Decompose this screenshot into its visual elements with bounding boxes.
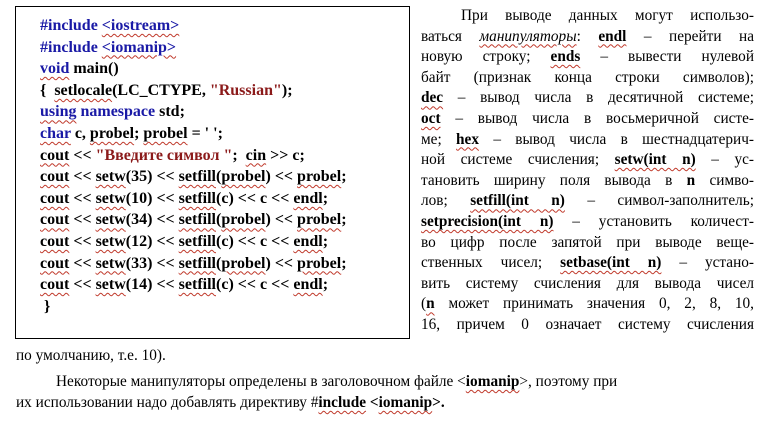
code-text: (: [216, 211, 222, 229]
code-line-13: [40, 274, 347, 296]
code-identifier: cin: [245, 146, 267, 164]
code-line-9: [40, 188, 347, 210]
text-line: [421, 294, 754, 315]
code-text: ;: [134, 124, 144, 142]
code-line-12: [40, 253, 347, 275]
code-text: (33) <<: [125, 254, 179, 272]
text-fragment: по умолчанию, т.е. 10).: [16, 347, 166, 364]
text-line: [421, 212, 754, 233]
text-fragment: ственных чисел;: [421, 254, 561, 272]
code-text: c <<: [260, 189, 294, 207]
text-line: [421, 130, 754, 151]
text-line: [421, 171, 754, 192]
code-text: c,: [70, 124, 90, 142]
code-text: <<: [69, 254, 96, 272]
code-identifier: probel: [89, 124, 135, 142]
term-include: include: [318, 394, 367, 411]
code-identifier: cout: [40, 276, 70, 294]
code-text: (: [216, 232, 222, 250]
text-fragment: новую строку;: [421, 48, 551, 66]
code-function: setw: [95, 211, 126, 229]
code-text: (34) <<: [125, 211, 179, 229]
text-fragment: 16, причем 0 означает систему счисления: [421, 315, 754, 333]
term-iomanip: iomanip: [465, 373, 520, 390]
code-identifier: probel: [297, 254, 342, 272]
code-line-2: [40, 37, 347, 59]
code-function: setfill: [178, 276, 216, 294]
code-identifier: probel: [221, 211, 266, 229]
code-text: ) <<: [265, 168, 298, 186]
text-fragment: – установить количест-: [553, 212, 755, 230]
code-include-lib: <iostream>: [101, 17, 180, 34]
paragraph-iomanip: [16, 372, 756, 393]
text-fragment: – символ-заполнитель;: [564, 192, 754, 210]
code-text: c <<: [260, 232, 294, 250]
term-n: n: [426, 295, 435, 313]
term-manipulators: манипуляторы: [479, 27, 577, 45]
text-line: [421, 233, 754, 254]
code-text: ;: [232, 146, 246, 164]
text-fragment: Некоторые манипуляторы определены в заголовочном файле <: [56, 373, 466, 390]
text-fragment: >, поэтому при: [519, 373, 618, 390]
code-text: c: [221, 276, 229, 294]
code-text: (: [216, 254, 222, 272]
text-fragment: лов;: [421, 192, 471, 210]
code-text: (: [216, 189, 222, 207]
code-text: ) <<: [265, 211, 298, 229]
text-fragment: вить систему счисления для вывода чисел: [421, 274, 754, 292]
code-listing: [40, 15, 347, 317]
code-identifier: endl: [293, 189, 323, 207]
code-closing-brace: }: [40, 297, 51, 315]
text-fragment: ной системе счисления;: [421, 151, 615, 169]
code-line-7: [40, 145, 347, 167]
text-fragment: При выводе данных могут использо-: [461, 7, 754, 24]
code-text: (12) <<: [125, 232, 179, 250]
text-fragment: ваться: [421, 27, 480, 45]
code-text: std;: [155, 103, 185, 121]
text-line: [421, 191, 754, 212]
code-text: c <<: [260, 276, 294, 294]
code-text: ;: [322, 189, 329, 207]
code-line-1: [40, 15, 347, 37]
code-text: ) <<: [228, 189, 260, 207]
text-line: [421, 27, 754, 48]
code-text: <<: [69, 189, 96, 207]
code-text: ;: [341, 211, 347, 229]
code-function: setw: [95, 232, 126, 250]
text-fragment: >.: [432, 394, 445, 411]
paragraph-continuation: [16, 346, 756, 367]
code-identifier: probel: [297, 168, 342, 186]
code-string: "Russian": [209, 81, 282, 99]
term-setbase: setbase(int n): [560, 254, 662, 272]
code-text: {: [40, 81, 55, 99]
text-fragment: байт (признак конца строки символов);: [421, 68, 754, 86]
text-line: [421, 274, 754, 295]
code-text: >> c;: [266, 146, 305, 164]
code-identifier: cout: [40, 189, 70, 207]
term-dec: dec: [421, 89, 444, 107]
code-line-6: [40, 123, 347, 145]
code-function: setfill: [178, 232, 216, 250]
code-identifier: endl: [293, 276, 323, 294]
code-text: <<: [69, 276, 96, 294]
text-fragment: во цифр после запятой при выводе веще-: [421, 233, 754, 251]
text-fragment: может принимать значения 0, 2, 8, 10,: [434, 295, 754, 313]
text-fragment: – устано-: [661, 254, 755, 272]
code-identifier: cout: [40, 168, 70, 186]
term-oct: oct: [421, 109, 441, 127]
code-line-4: [40, 80, 347, 102]
code-keyword: #include: [40, 17, 98, 34]
code-function: setw: [95, 168, 126, 186]
code-identifier: probel: [297, 211, 342, 229]
code-identifier: probel: [221, 168, 266, 186]
term-setw: setw(int n): [614, 151, 696, 169]
text-fragment: – перейти на: [626, 27, 754, 45]
text-fragment: симво-: [695, 171, 754, 189]
code-function: setw: [95, 276, 126, 294]
code-text: <<: [69, 168, 96, 186]
term-n: n: [686, 171, 696, 189]
term-hex: hex: [456, 130, 479, 148]
text-line: [421, 68, 754, 89]
term-setfill: setfill(int n): [470, 192, 565, 210]
code-text: <<: [69, 146, 96, 164]
code-identifier: probel: [143, 124, 188, 142]
text-line: [421, 47, 754, 68]
code-function: setfill: [178, 254, 216, 272]
code-text: (10) <<: [125, 189, 179, 207]
code-keyword: char: [40, 124, 71, 142]
code-function: setw: [95, 254, 126, 272]
code-line-5: [40, 101, 347, 123]
code-text: ) <<: [228, 232, 260, 250]
code-text: <<: [69, 232, 96, 250]
code-line-3: [40, 58, 347, 80]
code-keyword: void: [40, 60, 70, 78]
code-text: ;: [341, 254, 347, 272]
code-identifier: probel: [221, 254, 266, 272]
code-text: ;: [341, 168, 347, 186]
text-fragment: <: [366, 394, 379, 411]
code-text: ) <<: [265, 254, 298, 272]
code-identifier: cout: [40, 211, 70, 229]
term-ends: ends: [550, 48, 581, 66]
paragraph-iomanip-line2: [16, 393, 756, 414]
code-text: c: [221, 232, 229, 250]
code-identifier: endl: [293, 232, 323, 250]
text-line: [421, 150, 754, 171]
text-line: [421, 315, 754, 336]
code-string: "Введите символ ": [95, 146, 233, 164]
code-line-14: [40, 296, 347, 318]
code-text: );: [281, 81, 293, 99]
code-line-8: [40, 166, 347, 188]
text-fragment: – вывести нулевой: [580, 48, 755, 66]
code-keyword: namespace: [76, 103, 156, 121]
code-function: setw: [95, 189, 126, 207]
code-text: ;: [322, 232, 329, 250]
text-fragment: – вывод числа в десятичной системе;: [443, 89, 754, 107]
text-line: [421, 6, 754, 27]
code-text: (: [216, 276, 222, 294]
text-fragment: тановить ширину поля вывода в: [421, 171, 687, 189]
code-text: (35) <<: [125, 168, 179, 186]
term-setprecision: setprecision(int n): [421, 212, 554, 230]
code-text: (14) <<: [125, 276, 179, 294]
code-line-11: [40, 231, 347, 253]
code-function: setfill: [178, 211, 216, 229]
code-text: ;: [322, 276, 329, 294]
code-text: (LC_CTYPE,: [112, 81, 210, 99]
text-fragment: – ус-: [695, 151, 754, 169]
text-fragment: – вывод числа в восьмеричной систе-: [440, 109, 754, 127]
code-identifier: cout: [40, 232, 70, 250]
code-function: setfill: [178, 168, 216, 186]
code-text: (: [216, 168, 222, 186]
text-fragment: – вывод числа в шестнадцатерич-: [479, 130, 754, 148]
term-endl: endl: [598, 27, 627, 45]
code-listing-box: [15, 6, 410, 339]
term-iomanip: iomanip: [378, 394, 433, 411]
code-keyword: using: [40, 103, 77, 121]
code-text: ) <<: [228, 276, 260, 294]
code-include-lib: <iomanip>: [101, 38, 177, 56]
text-fragment: :: [576, 27, 599, 45]
text-fragment: ме;: [421, 130, 457, 148]
code-text: = ' ';: [187, 124, 223, 142]
code-text: c: [221, 189, 229, 207]
text-line: [421, 253, 754, 274]
code-text: main(): [69, 60, 119, 78]
text-line: [421, 109, 754, 130]
code-line-10: [40, 209, 347, 231]
text-fragment: их использовании надо добавлять директиву #: [16, 394, 319, 411]
manipulators-paragraph: [421, 6, 754, 336]
code-keyword: #include: [40, 38, 98, 56]
code-text: <<: [69, 211, 96, 229]
code-identifier: cout: [40, 254, 70, 272]
code-function: setlocale: [54, 81, 113, 99]
code-function: setfill: [178, 189, 216, 207]
text-fragment: (: [421, 295, 427, 313]
text-line: [421, 88, 754, 109]
code-identifier: cout: [40, 146, 70, 164]
